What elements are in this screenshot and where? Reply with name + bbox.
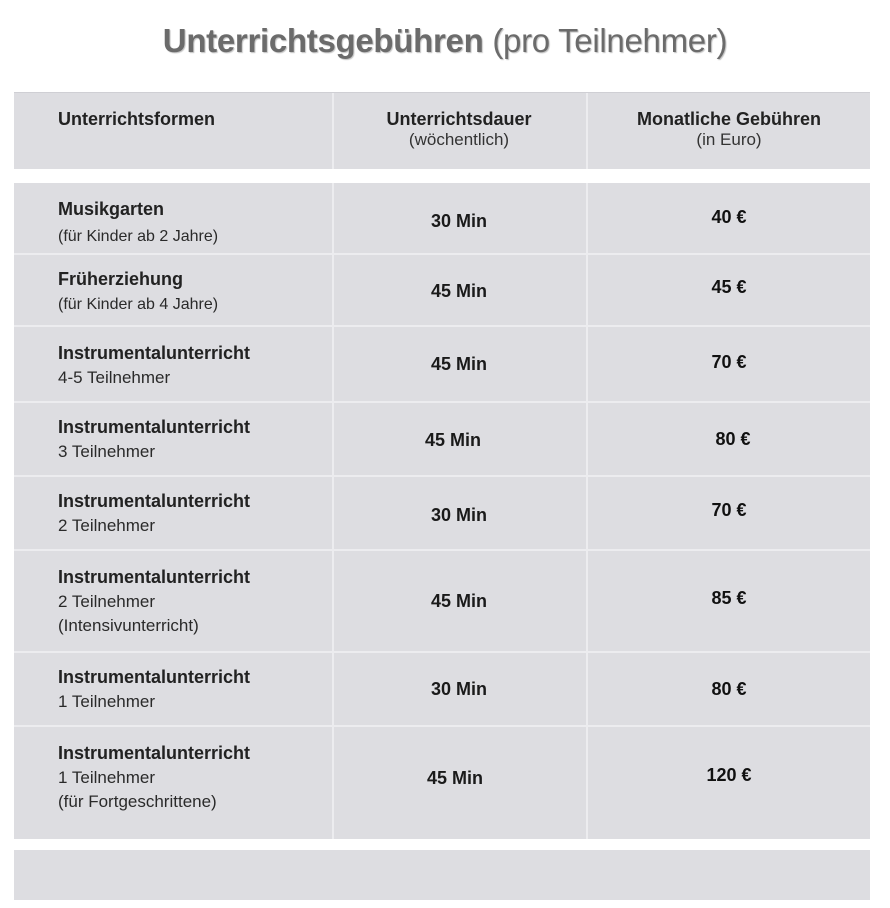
- lesson-type-cell: [14, 477, 332, 549]
- lesson-type-cell: [14, 653, 332, 725]
- lesson-type-cell: [14, 403, 332, 475]
- lesson-duration: 45 Min: [430, 354, 487, 374]
- lesson-detail: (für Kinder ab 2 Jahre): [58, 228, 219, 245]
- page-title: [0, 22, 890, 60]
- lesson-detail: (für Kinder ab 4 Jahre): [58, 296, 219, 313]
- lesson-detail: 1 Teilnehmer: [58, 692, 156, 711]
- table-row: [14, 183, 870, 255]
- fee-cell: [588, 653, 870, 725]
- lesson-type-cell: [14, 327, 332, 401]
- duration-cell: [334, 255, 584, 325]
- column-divider: [332, 93, 334, 169]
- lesson-fee: 120 €: [706, 765, 752, 785]
- fee-cell: [588, 477, 870, 549]
- lesson-name: Instrumentalunterricht: [58, 667, 251, 687]
- lesson-detail: 1 Teilnehmer: [58, 768, 156, 787]
- table-row: [14, 327, 870, 403]
- fee-cell: [588, 403, 870, 475]
- column-divider: [586, 327, 588, 401]
- header-fee-label: Monatliche Gebühren: [636, 109, 822, 129]
- column-divider: [586, 255, 588, 325]
- column-divider: [586, 93, 588, 169]
- lesson-detail: 2 Teilnehmer: [58, 592, 156, 611]
- lesson-duration: 30 Min: [430, 679, 487, 699]
- table-row: [14, 727, 870, 839]
- table-row: [14, 255, 870, 327]
- title-main: Unterrichtsgebühren: [162, 22, 484, 59]
- lesson-fee: 80 €: [715, 429, 751, 449]
- lesson-name: Instrumentalunterricht: [58, 567, 251, 587]
- column-divider: [332, 183, 334, 253]
- table-row: [14, 551, 870, 653]
- lesson-duration: 45 Min: [430, 591, 487, 611]
- lesson-fee: 45 €: [711, 277, 747, 297]
- column-divider: [332, 551, 334, 651]
- lesson-duration: 45 Min: [426, 768, 483, 788]
- duration-cell: [334, 183, 584, 253]
- lesson-type-cell: [14, 727, 332, 839]
- column-divider: [586, 403, 588, 475]
- duration-cell: [334, 727, 584, 839]
- table-row: [14, 477, 870, 551]
- lesson-name: Instrumentalunterricht: [58, 491, 251, 511]
- header-gap: [14, 169, 870, 183]
- fee-cell: [588, 727, 870, 839]
- lesson-fee: 70 €: [711, 352, 747, 372]
- duration-cell: [334, 551, 584, 651]
- lesson-fee: 70 €: [711, 500, 747, 520]
- lesson-detail: (Intensivunterricht): [58, 616, 199, 635]
- header-lesson-type: [14, 93, 332, 169]
- header-fee-sub: (in Euro): [696, 130, 762, 149]
- table-header: [14, 92, 870, 169]
- lesson-type-cell: [14, 551, 332, 651]
- duration-cell: [334, 477, 584, 549]
- column-divider: [332, 653, 334, 725]
- header-duration-label: Unterrichtsdauer: [386, 109, 532, 129]
- column-divider: [586, 727, 588, 839]
- lesson-fee: 85 €: [711, 588, 747, 608]
- lesson-detail: 4-5 Teilnehmer: [58, 368, 171, 387]
- lesson-fee: 40 €: [711, 207, 747, 227]
- fee-table: [14, 92, 870, 839]
- table-row: [14, 653, 870, 727]
- column-divider: [586, 477, 588, 549]
- header-lesson-type-label: Unterrichtsformen: [58, 109, 216, 129]
- column-divider: [332, 327, 334, 401]
- header-duration-sub: (wöchentlich): [408, 130, 510, 149]
- lesson-fee: 80 €: [711, 679, 747, 699]
- lesson-duration: 30 Min: [430, 211, 487, 231]
- header-fee: [588, 93, 870, 169]
- title-suffix: (pro Teilnehmer): [492, 22, 728, 59]
- lesson-duration: 30 Min: [430, 505, 487, 525]
- lesson-name: Instrumentalunterricht: [58, 417, 251, 437]
- lesson-name: Musikgarten: [58, 199, 165, 219]
- fee-cell: [588, 255, 870, 325]
- column-divider: [332, 255, 334, 325]
- fee-cell: [588, 183, 870, 253]
- lesson-type-cell: [14, 255, 332, 325]
- lesson-duration: 45 Min: [424, 430, 481, 450]
- header-duration: [334, 93, 584, 169]
- fee-cell: [588, 327, 870, 401]
- lesson-detail: 2 Teilnehmer: [58, 516, 156, 535]
- lesson-type-cell: [14, 183, 332, 253]
- duration-cell: [334, 403, 584, 475]
- column-divider: [586, 653, 588, 725]
- footer-bar: [14, 850, 870, 900]
- column-divider: [332, 727, 334, 839]
- lesson-name: Instrumentalunterricht: [58, 343, 251, 363]
- duration-cell: [334, 653, 584, 725]
- column-divider: [586, 551, 588, 651]
- column-divider: [332, 403, 334, 475]
- lesson-name: Instrumentalunterricht: [58, 743, 251, 763]
- table-row: [14, 403, 870, 477]
- lesson-name: Früherziehung: [58, 269, 183, 289]
- lesson-detail: 3 Teilnehmer: [58, 442, 156, 461]
- fee-cell: [588, 551, 870, 651]
- column-divider: [586, 183, 588, 253]
- lesson-detail: (für Fortgeschrittene): [58, 792, 217, 811]
- column-divider: [332, 477, 334, 549]
- lesson-duration: 45 Min: [430, 281, 487, 301]
- duration-cell: [334, 327, 584, 401]
